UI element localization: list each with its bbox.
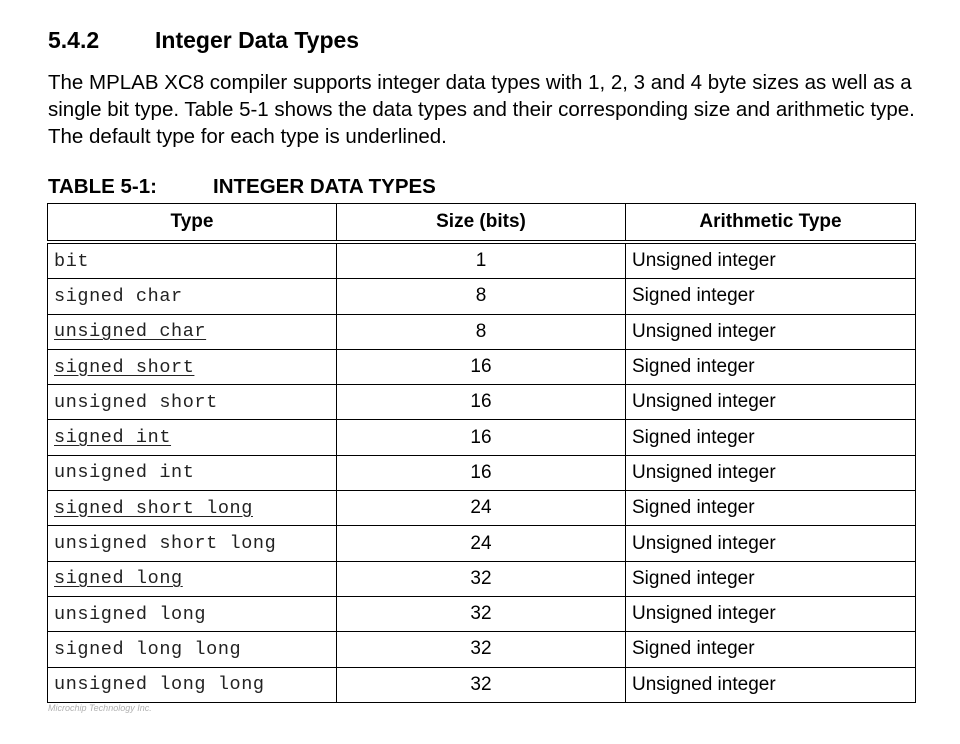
integer-data-types-table — [47, 203, 916, 703]
cell-type — [48, 349, 337, 384]
table-row — [48, 526, 916, 561]
cell-arithmetic-type: Signed integer — [626, 279, 916, 314]
type-name: unsigned long long — [54, 674, 265, 696]
cell-size: 32 — [337, 632, 626, 667]
cell-type — [48, 420, 337, 455]
cell-arithmetic-type: Signed integer — [626, 349, 916, 384]
cell-arithmetic-type: Unsigned integer — [626, 385, 916, 420]
cell-arithmetic-type: Unsigned integer — [626, 314, 916, 349]
cell-size: 16 — [337, 349, 626, 384]
cell-arithmetic-type: Unsigned integer — [626, 526, 916, 561]
cell-size: 32 — [337, 667, 626, 702]
cell-size: 16 — [337, 385, 626, 420]
type-name: unsigned char — [54, 321, 207, 343]
table-row — [48, 385, 916, 420]
cell-size: 16 — [337, 455, 626, 490]
cell-size: 1 — [337, 242, 626, 279]
cell-type — [48, 596, 337, 631]
type-name: signed short — [54, 356, 195, 378]
table-header-row — [48, 204, 916, 243]
table-row — [48, 667, 916, 702]
type-name: unsigned short — [54, 391, 218, 413]
cell-size: 32 — [337, 561, 626, 596]
type-name: bit — [54, 250, 90, 272]
cell-arithmetic-type: Signed integer — [626, 632, 916, 667]
table-row — [48, 420, 916, 455]
cell-type — [48, 491, 337, 526]
type-name: unsigned long — [54, 603, 207, 625]
cell-type — [48, 561, 337, 596]
type-name: unsigned short long — [54, 533, 277, 555]
cell-type — [48, 455, 337, 490]
cell-size: 8 — [337, 314, 626, 349]
cell-type — [48, 314, 337, 349]
cell-type — [48, 632, 337, 667]
intro-paragraph: The MPLAB XC8 compiler supports integer data types with 1, 2, 3 and 4 byte sizes as well as a single bit type. Table 5-1 shows the data types and their corresponding size and arithmetic type. The default type for each type is underlined. — [48, 71, 915, 148]
footer-watermark: Microchip Technology Inc. — [48, 703, 152, 713]
type-name: signed short long — [54, 497, 253, 519]
table-row — [48, 561, 916, 596]
table-row — [48, 455, 916, 490]
type-name: signed char — [54, 285, 183, 307]
table-body — [48, 242, 916, 702]
cell-type — [48, 667, 337, 702]
cell-type — [48, 242, 337, 279]
cell-size: 32 — [337, 596, 626, 631]
type-name: unsigned int — [54, 462, 195, 484]
section-title: Integer Data Types — [155, 27, 360, 53]
header-size: Size (bits) — [337, 204, 626, 243]
cell-arithmetic-type: Unsigned integer — [626, 455, 916, 490]
table-row — [48, 632, 916, 667]
cell-type — [48, 385, 337, 420]
table-row — [48, 279, 916, 314]
cell-type — [48, 279, 337, 314]
table-caption — [48, 174, 436, 200]
header-type: Type — [48, 204, 337, 243]
cell-arithmetic-type: Signed integer — [626, 491, 916, 526]
cell-arithmetic-type: Unsigned integer — [626, 242, 916, 279]
cell-arithmetic-type: Signed integer — [626, 561, 916, 596]
cell-size: 24 — [337, 526, 626, 561]
header-arithmetic-type: Arithmetic Type — [626, 204, 916, 243]
table-row — [48, 242, 916, 279]
cell-arithmetic-type: Signed integer — [626, 420, 916, 455]
type-name: signed long — [54, 568, 183, 590]
table-row — [48, 491, 916, 526]
section-number: 5.4.2 — [48, 27, 100, 53]
section-heading — [48, 26, 359, 54]
type-name: signed long long — [54, 638, 242, 660]
table-caption-number: TABLE 5-1: — [48, 175, 157, 198]
table-row — [48, 596, 916, 631]
table-caption-title: INTEGER DATA TYPES — [213, 175, 436, 198]
cell-size: 8 — [337, 279, 626, 314]
cell-size: 16 — [337, 420, 626, 455]
cell-arithmetic-type: Unsigned integer — [626, 596, 916, 631]
table-row — [48, 314, 916, 349]
cell-arithmetic-type: Unsigned integer — [626, 667, 916, 702]
type-name: signed int — [54, 427, 172, 449]
table-row — [48, 349, 916, 384]
cell-size: 24 — [337, 491, 626, 526]
cell-type — [48, 526, 337, 561]
